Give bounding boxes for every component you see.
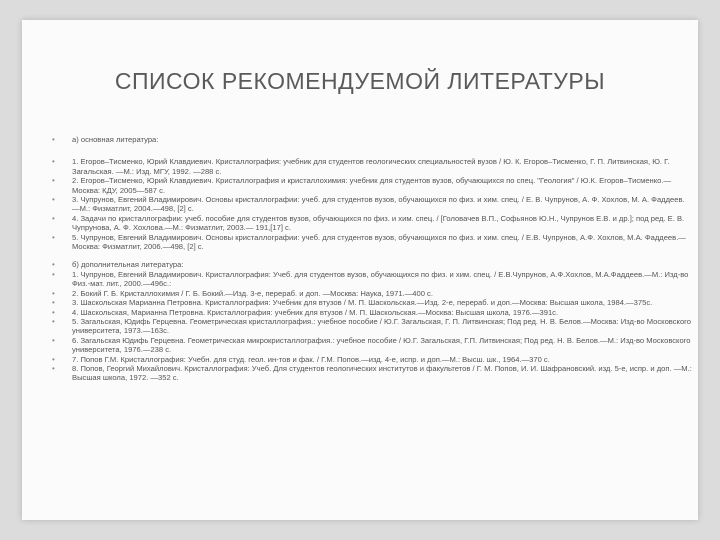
bullet-icon: • xyxy=(52,195,55,205)
section-b-heading-text: б) дополнительная литература: xyxy=(72,260,184,270)
bullet-icon: • xyxy=(52,260,55,270)
bullet-icon: • xyxy=(52,298,55,308)
list-item xyxy=(52,270,692,289)
list-item xyxy=(52,214,692,233)
slide-title: СПИСОК РЕКОМЕНДУЕМОЙ ЛИТЕРАТУРЫ xyxy=(114,68,606,94)
section-a-heading xyxy=(52,135,692,144)
slide xyxy=(22,20,698,520)
bullet-icon: • xyxy=(52,176,55,186)
list-item xyxy=(52,195,692,214)
list-item xyxy=(52,336,692,355)
reference-text: 4. Шаскольская, Марианна Петровна. Кристаллография: учебник для втузов / М. П. Шаскольская.—Москва: Высшая школа, 1976.—391с. xyxy=(72,307,559,317)
list-item xyxy=(52,298,692,307)
bullet-icon: • xyxy=(52,288,55,298)
reference-text: 1. Егоров–Тисменко, Юрий Клавдиевич. Кристаллография: учебник для студентов геологических специальностей вузов / Ю. К. Егоров–Тисменко, Г. П. Литвинская, Ю. Г. Загальская. —М.: Изд. МГУ, 1992. —288 с. xyxy=(72,157,670,176)
list-item xyxy=(52,233,692,252)
section-a-heading-text: а) основная литература: xyxy=(72,135,159,144)
bullet-icon: • xyxy=(52,307,55,317)
list-item xyxy=(52,157,692,176)
reference-text: 6. Загальская Юдифь Герцевна. Геометрическая микрокристаллография.: учебное пособие / Ю.Г. Загальская, Г.П. Литвинская; Под ред. Н. В. Белов.—М.: Изд-во Московского университета, 1976.—238 с. xyxy=(72,335,691,355)
list-item xyxy=(52,355,692,364)
bullet-icon: • xyxy=(52,363,55,373)
list-item xyxy=(52,317,692,336)
list-item xyxy=(52,289,692,298)
bullet-icon: • xyxy=(52,269,55,279)
reference-text: 2. Бокий Г. Б. Кристаллохимия / Г. Б. Бокий.—Изд. 3-е, перераб. и доп. —Москва: Наука, 1971.—400 с. xyxy=(72,288,433,298)
bullet-icon: • xyxy=(52,335,55,345)
bullet-icon: • xyxy=(52,232,55,242)
reference-text: 3. Шаскольская Марианна Петровна. Кристаллография: Учебник для втузов / М. П. Шаскольская.—Изд. 2-е, перераб. и доп.—Москва: Высшая школа, 1984.—375с. xyxy=(72,298,653,308)
bullet-icon: • xyxy=(52,213,55,223)
list-item xyxy=(52,308,692,317)
list-item xyxy=(52,176,692,195)
bullet-icon: • xyxy=(52,135,55,144)
reference-text: 1. Чупрунов, Евгений Владимирович. Кристаллография: Учеб. для студентов вузов, обучающихся по физ. и хим. спец. / Е.В.Чупрунов, А.Ф.Хохлов, М.А.Фаддеев.—М.: Изд-во Физ.-мат. лит., 2000.—496с.: xyxy=(72,269,689,289)
bullet-icon: • xyxy=(52,316,55,326)
bullet-icon: • xyxy=(52,354,55,364)
reference-text: 4. Задачи по кристаллографии: учеб. пособие для студентов вузов, обучающихся по физ. и хим. спец. / [Головачев В.П., Софьянов Ю.Н., Чупрунов Е.В. и др.]; под ред. Е. В. Чупрунова, А. Ф. Хохлова.—М.: Физматлит, 2003.— 191,[17] с. xyxy=(72,213,685,233)
section-b-heading xyxy=(52,260,692,269)
bullet-icon: • xyxy=(52,157,55,167)
reference-list xyxy=(52,135,692,383)
reference-text: 7. Попов Г.М. Кристаллография: Учебн. для студ. геол. ин-тов и фак. / Г.М. Попов.—изд. 4-е, испр. и доп.—М.: Высш. шк., 1964.—370 с. xyxy=(72,354,550,364)
reference-text: 8. Попов, Георгий Михайлович. Кристаллография: Учеб. Для студентов геологических институтов и факультетов / Г. М. Попов, И. И. Шафрановский. изд. 5-е, испр. и доп. —М.: Высшая школа, 1972. —352 с. xyxy=(72,363,692,383)
reference-text: 3. Чупрунов, Евгений Владимирович. Основы кристаллографии: учеб. для студентов вузов, обучающихся по физ. и хим. спец. / Е. В. Чупрунов, А. Ф. Хохлов, М. А. Фаддеев.—М.: Физматлит, 2004.—498, [2] с. xyxy=(72,195,685,214)
reference-text: 2. Егоров–Тисменко, Юрий Клавдиевич. Кристаллография и кристаллохимия: учебник для студентов вузов, обучающихся по спец. "Геология" / Ю.К. Егоров–Тисменко.—Москва: КДУ, 2005—587 с. xyxy=(72,176,672,195)
reference-text: 5. Загальская, Юдифь Герцевна. Геометрическая кристаллография.: учебное пособие / Ю.Г. Загальская, Г. П. Литвинская; Под ред. Н. В. Белов.—Москва: Изд-во Московского университета, 1973.—163с. xyxy=(72,316,691,336)
list-item xyxy=(52,364,692,383)
reference-text: 5. Чупрунов, Евгений Владимирович. Основы кристаллографии: учеб. для студентов вузов, обучающихся по физ. и хим. спец. / Е.В. Чупрунов, А.Ф. Хохлов, М.А. Фаддеев.—Москва: Физматлит, 2006.—498, [2] с. xyxy=(72,232,686,252)
